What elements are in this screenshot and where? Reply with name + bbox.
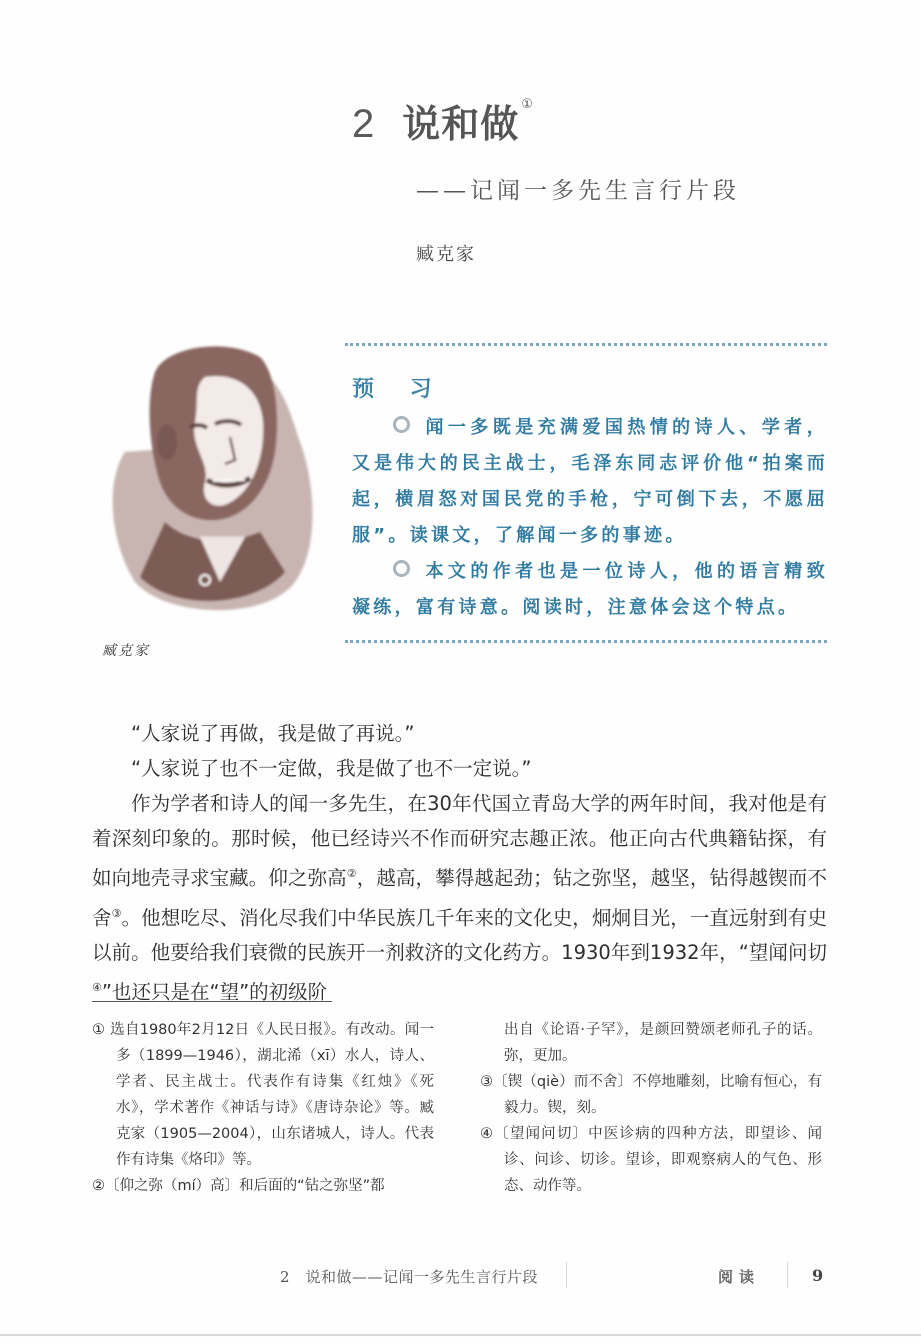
running-title: 2 说和做——记闻一多先生言行片段 [280,1268,539,1286]
body-paragraph [92,786,827,1010]
footnote-divider [92,1001,332,1002]
main-text [92,716,827,1010]
body-text-segment: ，越高，攀得越起劲；钻之弥坚，越坚，钻得越锲而不舍 [92,866,827,929]
footnote-text: 〔仰之弥（mí）高〕和后面的“钻之弥坚”都 [105,1178,385,1194]
footnote-mark: ④ [480,1126,495,1142]
author-name: 臧克家 [416,244,476,265]
footnotes-right-column [480,1017,822,1199]
title-footnote-mark[interactable]: ① [521,97,534,112]
section-label: 阅读 [718,1268,761,1286]
footnote-1 [92,1017,434,1173]
lesson-title-row [352,98,534,150]
footnotes-left-column [92,1017,434,1199]
lesson-number: 2 [352,102,375,146]
preview-item [352,554,828,626]
page-bottom-edge [0,1334,921,1336]
footnote-ref-2[interactable]: ② [346,867,357,880]
page-number: 9 [812,1266,824,1285]
preview-heading: 预 习 [352,377,446,402]
portrait-caption: 臧克家 [102,643,150,659]
footer-separator [787,1262,788,1288]
lesson-title [402,98,534,150]
footnote-text: 〔望闻问切〕中医诊病的四种方法，即望诊、闻诊、问诊、切诊。望诊，即观察病人的气色、形态、动作等。 [494,1126,823,1194]
footnote-mark: ② [92,1178,105,1194]
preview-bottom-divider [345,640,827,643]
footnote-text: 〔锲（qiè）而不舍〕不停地雕刻，比喻有恒心，有毅力。锲，刻。 [493,1074,822,1116]
footnote-3 [480,1069,822,1121]
footnote-ref-4[interactable]: ④ [92,981,102,994]
footnote-2-continued: 出自《论语·子罕》，是颜回赞颂老师孔子的话。弥，更加。 [504,1022,822,1064]
preview-item [352,410,828,554]
preview-top-divider [345,343,827,346]
footnote-mark: ③ [480,1074,494,1090]
ring-bullet-icon [393,560,410,577]
preview-body [352,410,828,626]
body-text-segment: 。他想吃尽、消化尽我们中华民族几千年来的文化史，炯炯目光，一直远射到有史以前。他要给我们衰微的民族开一剂救济的文化药方。1930年到1932年，“望闻问切 [92,906,827,964]
lesson-subtitle: ——记闻一多先生言行片段 [416,178,740,204]
footnote-text: 选自1980年2月12日《人民日报》。有改动。闻一多（1899—1946），湖北浠（xī）水人，诗人、学者、民主战士。代表作有诗集《红烛》《死水》，学术著作《神话与诗》《唐诗杂论》等。臧克家（1905—2004），山东诸城人，诗人。代表作有诗集《烙印》等。 [110,1022,435,1168]
body-text-segment: ”也还只是在“望”的初级阶 [101,980,328,1004]
body-text-segment: 作为学者和诗人的闻一多先生，在30年代国立青岛大学的两年时间，我对他是有着深刻印象的。那时候，他已经诗兴不作而研究志趣正浓。他正向古代典籍钻探，有如向地壳寻求宝藏。仰之弥高 [92,792,827,890]
body-paragraph: “人家说了也不一定做，我是做了也不一定说。” [131,757,532,780]
footnote-mark: ① [92,1022,106,1038]
body-paragraph: “人家说了再做，我是做了再说。” [131,722,415,745]
footnote-4 [480,1121,822,1199]
footer-separator [566,1262,567,1288]
lesson-title-text: 说和做 [402,102,520,146]
ring-bullet-icon [393,416,410,433]
author-portrait [95,332,325,622]
footnote-2 [92,1173,434,1199]
portrait-illustration-icon [95,332,325,622]
footnote-ref-3[interactable]: ③ [111,906,122,920]
preview-item-text: 本文的作者也是一位诗人，他的语言精致凝练，富有诗意。阅读时，注意体会这个特点。 [352,561,828,618]
preview-item-text: 闻一多既是充满爱国热情的诗人、学者，又是伟大的民主战士，毛泽东同志评价他“拍案而起，横眉怒对国民党的手枪，宁可倒下去，不愿屈服”。读课文，了解闻一多的事迹。 [352,417,828,546]
